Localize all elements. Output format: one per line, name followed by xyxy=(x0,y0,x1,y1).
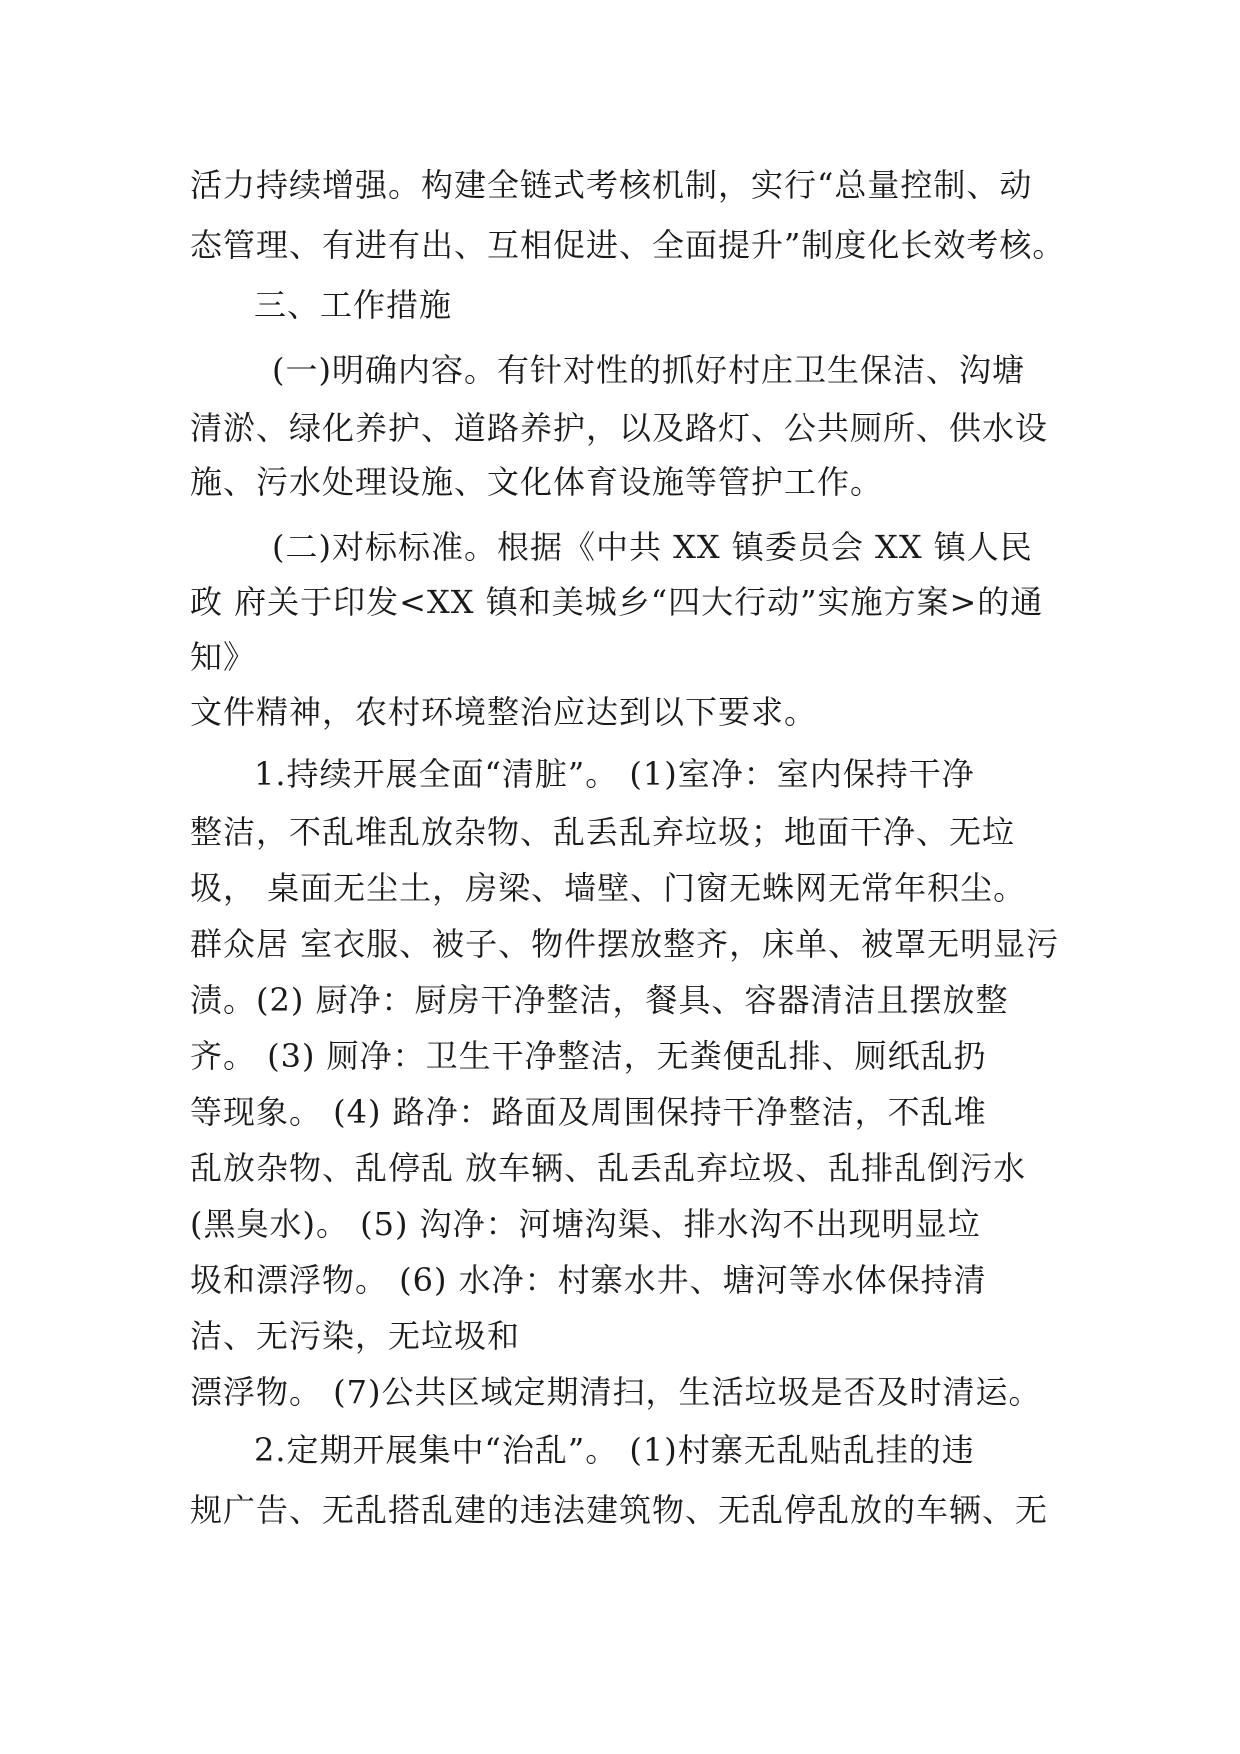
text-line: 2.定期开展集中“治乱”。 (1)村寨无乱贴乱挂的违 xyxy=(254,1431,975,1469)
text-line: 政 府关于印发<XX 镇和美城乡“四大行动”实施方案>的通 xyxy=(190,583,1044,621)
text-line: 整洁，不乱堆乱放杂物、乱丢乱弃垃圾；地面干净、无垃 xyxy=(190,813,1016,851)
section-heading: 三、工作措施 xyxy=(254,286,453,324)
text-line: 文件精神，农村环境整治应达到以下要求。 xyxy=(190,693,818,731)
text-line: 1.持续开展全面“清脏”。 (1)室净：室内保持干净 xyxy=(254,755,975,793)
text-line: 群众居 室衣服、被子、物件摆放整齐，床单、被罩无明显污 xyxy=(190,925,1060,963)
text-line: 态管理、有进有出、互相促进、全面提升”制度化长效考核。 xyxy=(190,226,1066,264)
text-line: 洁、无污染，无垃圾和 xyxy=(190,1317,521,1355)
text-line: 活力持续增强。构建全链式考核机制，实行“总量控制、动 xyxy=(190,166,1033,204)
text-line: 知》 xyxy=(190,638,257,676)
text-line: 漂浮物。 (7)公共区域定期清扫，生活垃圾是否及时清运。 xyxy=(190,1373,1042,1411)
text-line: (二)对标标准。根据《中共 XX 镇委员会 XX 镇人民 xyxy=(272,528,1033,566)
text-line: 施、污水处理设施、文化体育设施等管护工作。 xyxy=(190,463,884,501)
text-line: (一)明确内容。有针对性的抓好村庄卫生保洁、沟塘 xyxy=(272,351,1025,389)
text-line: 齐。 (3) 厕净：卫生干净整洁，无粪便乱排、厕纸乱扔 xyxy=(190,1037,987,1075)
text-line: 规广告、无乱搭乱建的违法建筑物、无乱停乱放的车辆、无 xyxy=(190,1491,1049,1529)
text-line: 圾和漂浮物。 (6) 水净：村寨水井、塘河等水体保持清 xyxy=(190,1261,987,1299)
text-line: 渍。(2) 厨净：厨房干净整洁，餐具、容器清洁且摆放整 xyxy=(190,981,1009,1019)
text-line: 乱放杂物、乱停乱 放车辆、乱丢乱弃垃圾、乱排乱倒污水 xyxy=(190,1149,1027,1187)
text-line: 清淤、绿化养护、道路养护，以及路灯、公共厕所、供水设 xyxy=(190,409,1049,447)
text-line: (黑臭水)。 (5) 沟净：河塘沟渠、排水沟不出现明显垃 xyxy=(190,1205,981,1243)
text-line: 等现象。 (4) 路净：路面及周围保持干净整洁，不乱堆 xyxy=(190,1093,987,1131)
text-line: 圾， 桌面无尘土，房梁、墙壁、门窗无蛛网无常年积尘。 xyxy=(190,869,1027,907)
